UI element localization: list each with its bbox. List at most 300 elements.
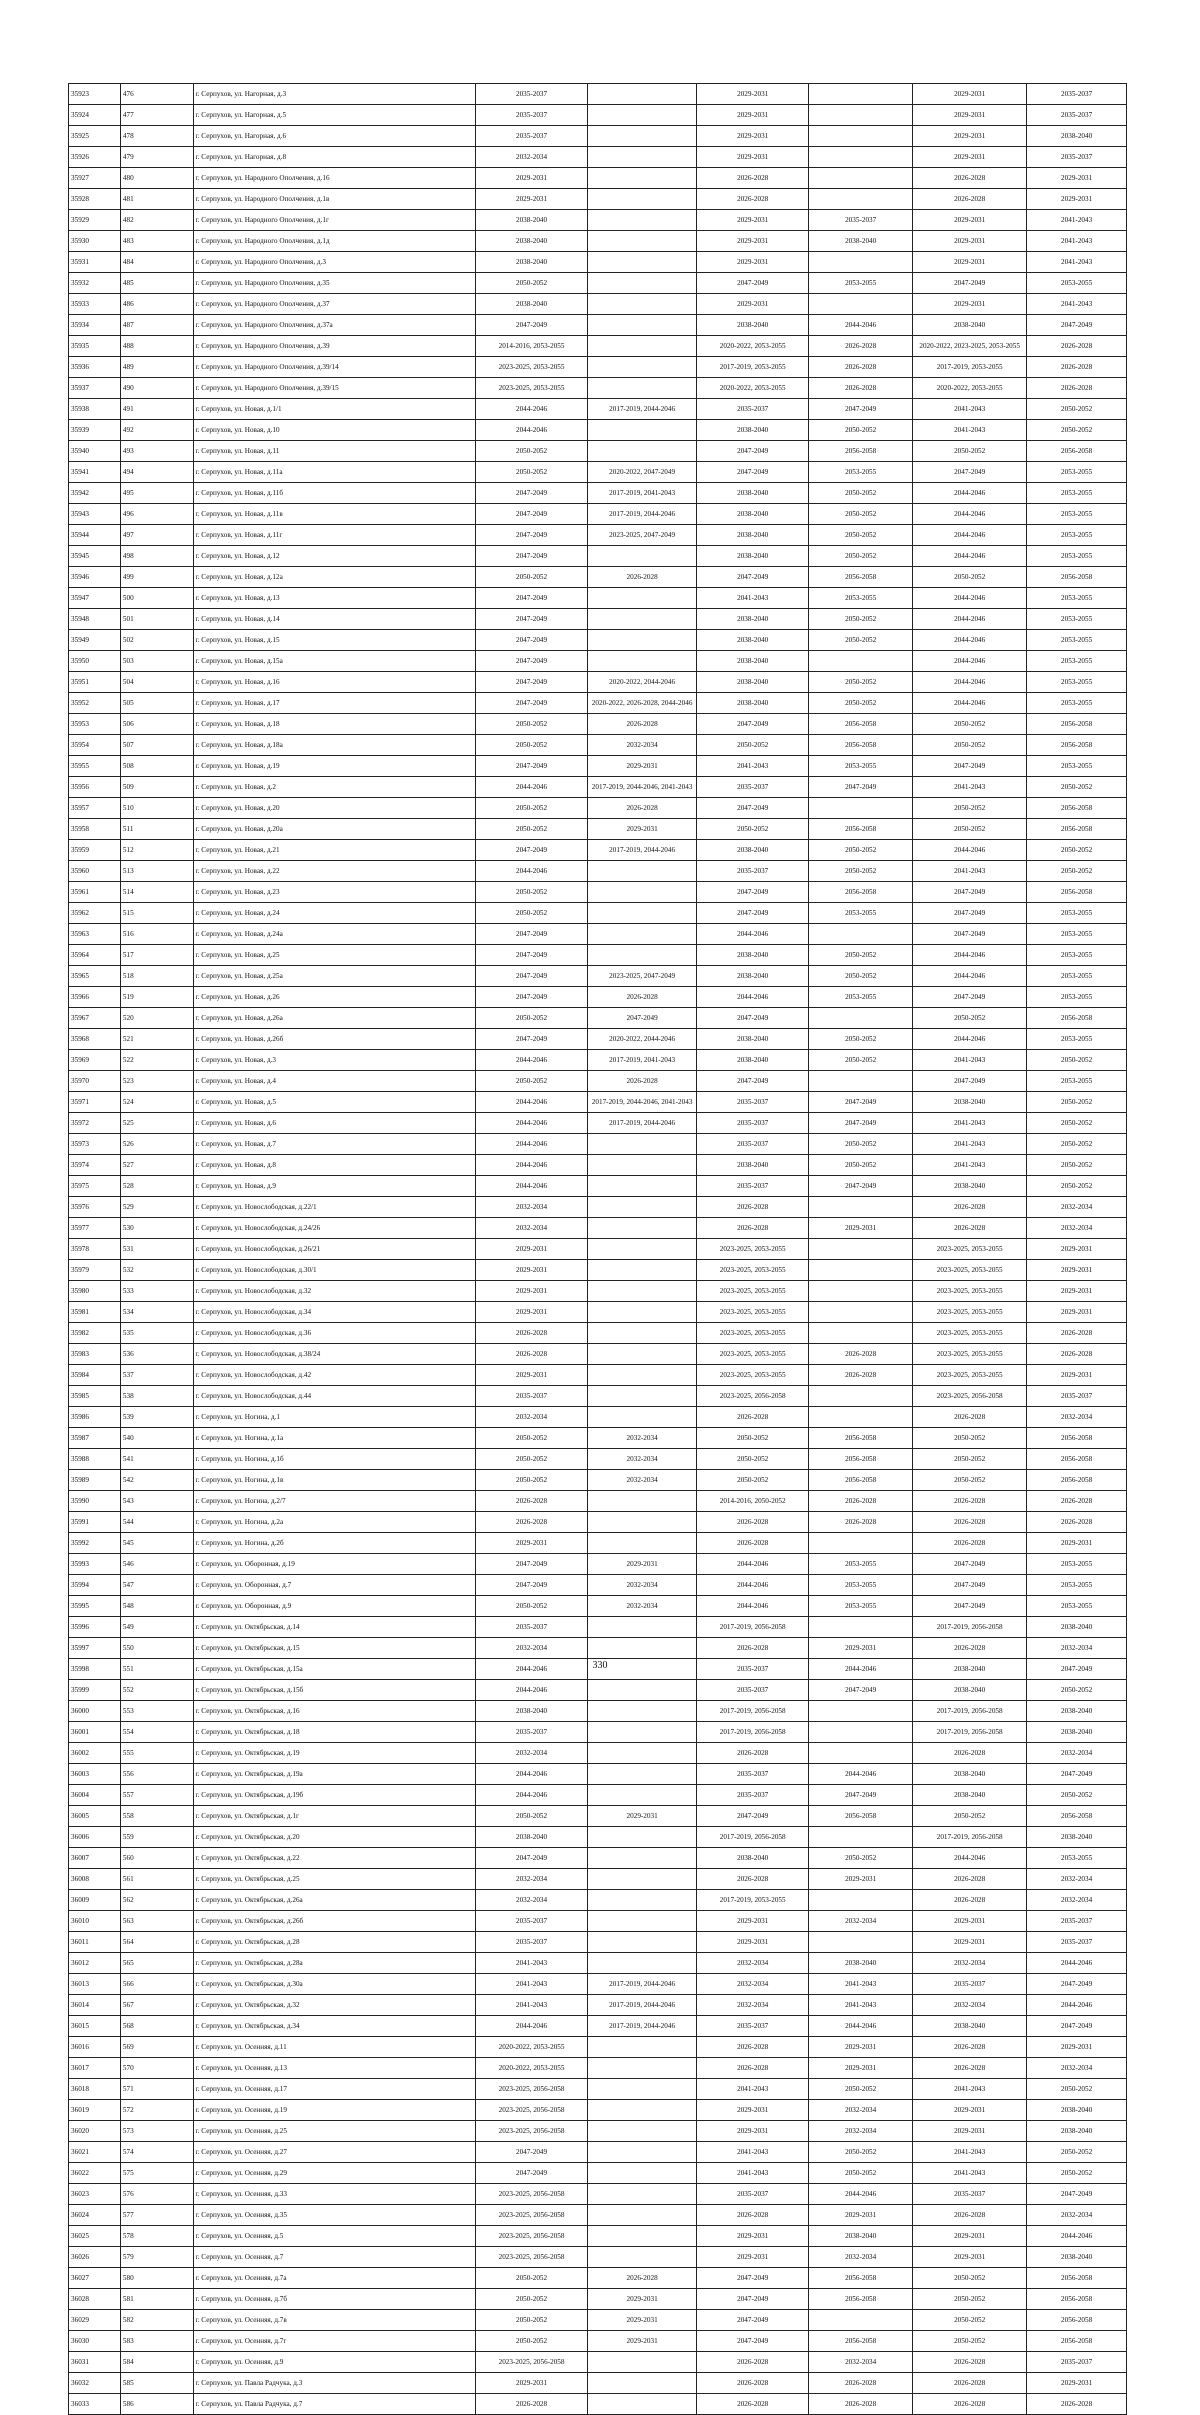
table-row [69,2142,1127,2163]
cell-c3: 2047-2049 [697,2331,809,2352]
cell-c6: 2053-2055 [1027,483,1127,504]
cell-c1: 2035-2037 [475,84,587,105]
cell-num: 571 [120,2079,193,2100]
cell-address: г. Серпухов, ул. Осенняя, д.11 [193,2037,475,2058]
cell-num: 479 [120,147,193,168]
cell-id: 36018 [69,2079,121,2100]
cell-id: 35931 [69,252,121,273]
cell-c3: 2035-2037 [697,861,809,882]
cell-c4: 2050-2052 [809,1050,913,1071]
cell-c1: 2050-2052 [475,1470,587,1491]
cell-c1: 2032-2034 [475,1407,587,1428]
table-row [69,1911,1127,1932]
cell-id: 36015 [69,2016,121,2037]
table-row [69,2352,1127,2373]
cell-c5: 2026-2028 [913,2394,1027,2415]
cell-num: 537 [120,1365,193,1386]
table-row [69,1134,1127,1155]
cell-c1: 2047-2049 [475,2163,587,2184]
cell-c3: 2029-2031 [697,210,809,231]
cell-c3: 2029-2031 [697,231,809,252]
cell-c6: 2050-2052 [1027,2079,1127,2100]
cell-c2: 2029-2031 [588,1554,697,1575]
cell-c3: 2044-2046 [697,1575,809,1596]
cell-address: г. Серпухов, ул. Октябрьская, д.32 [193,1995,475,2016]
table-row [69,735,1127,756]
cell-c6: 2032-2034 [1027,2058,1127,2079]
cell-address: г. Серпухов, ул. Осенняя, д.7 [193,2247,475,2268]
cell-c4: 2050-2052 [809,672,913,693]
cell-c5: 2029-2031 [913,84,1027,105]
cell-c4 [809,1932,913,1953]
cell-c4: 2050-2052 [809,693,913,714]
cell-c6: 2047-2049 [1027,315,1127,336]
cell-num: 485 [120,273,193,294]
cell-address: г. Серпухов, ул. Новая, д.15 [193,630,475,651]
cell-address: г. Серпухов, ул. Ногина, д.2б [193,1533,475,1554]
cell-c6: 2047-2049 [1027,2184,1127,2205]
cell-c6: 2029-2031 [1027,1239,1127,1260]
cell-num: 542 [120,1470,193,1491]
cell-c2 [588,441,697,462]
cell-c5: 2044-2046 [913,966,1027,987]
cell-c6: 2029-2031 [1027,168,1127,189]
table-row [69,441,1127,462]
table-row [69,1953,1127,1974]
cell-id: 36017 [69,2058,121,2079]
cell-num: 526 [120,1134,193,1155]
cell-c1: 2050-2052 [475,1806,587,1827]
cell-c2: 2017-2019, 2044-2046 [588,1974,697,1995]
cell-c4: 2056-2058 [809,1806,913,1827]
cell-address: г. Серпухов, ул. Новая, д.4 [193,1071,475,1092]
cell-id: 36026 [69,2247,121,2268]
table-row [69,651,1127,672]
cell-c4 [809,294,913,315]
cell-c1: 2044-2046 [475,420,587,441]
cell-c1: 2047-2049 [475,651,587,672]
cell-num: 508 [120,756,193,777]
cell-c6: 2038-2040 [1027,2100,1127,2121]
cell-address: г. Серпухов, ул. Осенняя, д.27 [193,2142,475,2163]
cell-address: г. Серпухов, ул. Новая, д.2 [193,777,475,798]
cell-id: 36028 [69,2289,121,2310]
cell-num: 536 [120,1344,193,1365]
cell-c6: 2035-2037 [1027,2352,1127,2373]
cell-c3: 2029-2031 [697,1911,809,1932]
cell-num: 561 [120,1869,193,1890]
cell-c1: 2044-2046 [475,777,587,798]
cell-c4: 2026-2028 [809,2394,913,2415]
cell-id: 35996 [69,1617,121,1638]
cell-c3: 2035-2037 [697,777,809,798]
cell-c5: 2032-2034 [913,1995,1027,2016]
cell-address: г. Серпухов, ул. Новая, д.1/1 [193,399,475,420]
cell-c4 [809,1533,913,1554]
cell-c4: 2056-2058 [809,567,913,588]
cell-c1: 2032-2034 [475,1869,587,1890]
cell-c5: 2017-2019, 2056-2058 [913,1827,1027,1848]
cell-c5: 2023-2025, 2053-2055 [913,1239,1027,1260]
cell-c4: 2029-2031 [809,1638,913,1659]
cell-num: 572 [120,2100,193,2121]
cell-address: г. Серпухов, ул. Новая, д.11а [193,462,475,483]
cell-address: г. Серпухов, ул. Октябрьская, д.1г [193,1806,475,1827]
cell-address: г. Серпухов, ул. Осенняя, д.17 [193,2079,475,2100]
table-row [69,252,1127,273]
cell-address: г. Серпухов, ул. Новая, д.6 [193,1113,475,1134]
cell-c5: 2026-2028 [913,1218,1027,1239]
cell-num: 509 [120,777,193,798]
cell-c6: 2026-2028 [1027,1344,1127,1365]
cell-c1: 2047-2049 [475,315,587,336]
cell-c5: 2017-2019, 2056-2058 [913,1701,1027,1722]
cell-num: 477 [120,105,193,126]
cell-c5: 2044-2046 [913,630,1027,651]
cell-c4 [809,924,913,945]
cell-c5: 2023-2025, 2053-2055 [913,1365,1027,1386]
cell-c4: 2050-2052 [809,420,913,441]
table-row [69,504,1127,525]
cell-c3: 2038-2040 [697,672,809,693]
table-row [69,1701,1127,1722]
cell-c6: 2050-2052 [1027,1113,1127,1134]
cell-id: 35953 [69,714,121,735]
cell-c3: 2026-2028 [697,168,809,189]
cell-id: 35938 [69,399,121,420]
cell-c1: 2050-2052 [475,2289,587,2310]
table-row [69,1428,1127,1449]
cell-c2 [588,147,697,168]
cell-c3: 2047-2049 [697,798,809,819]
cell-c1: 2047-2049 [475,588,587,609]
cell-c6: 2032-2034 [1027,1743,1127,1764]
cell-c1: 2050-2052 [475,2268,587,2289]
cell-c6: 2029-2031 [1027,1302,1127,1323]
cell-c6: 2053-2055 [1027,504,1127,525]
cell-c3: 2026-2028 [697,1533,809,1554]
cell-c2: 2017-2019, 2044-2046 [588,840,697,861]
cell-c2: 2017-2019, 2044-2046 [588,504,697,525]
cell-c1: 2047-2049 [475,1575,587,1596]
cell-num: 547 [120,1575,193,1596]
cell-c3: 2035-2037 [697,1113,809,1134]
cell-address: г. Серпухов, ул. Новая, д.18а [193,735,475,756]
table-row [69,273,1127,294]
cell-c6: 2056-2058 [1027,819,1127,840]
cell-c6: 2035-2037 [1027,1911,1127,1932]
cell-c5: 2026-2028 [913,1491,1027,1512]
cell-c5: 2023-2025, 2053-2055 [913,1344,1027,1365]
cell-address: г. Серпухов, ул. Новослободская, д.38/24 [193,1344,475,1365]
cell-num: 556 [120,1764,193,1785]
cell-num: 521 [120,1029,193,1050]
cell-c4: 2053-2055 [809,273,913,294]
cell-c4 [809,1617,913,1638]
cell-c6: 2056-2058 [1027,2268,1127,2289]
cell-c3: 2041-2043 [697,2142,809,2163]
cell-c1: 2044-2046 [475,1092,587,1113]
cell-num: 481 [120,189,193,210]
cell-c2 [588,1869,697,1890]
cell-c2: 2032-2034 [588,735,697,756]
cell-c3: 2038-2040 [697,630,809,651]
cell-c4 [809,2310,913,2331]
table-row [69,2205,1127,2226]
cell-c2 [588,2163,697,2184]
cell-c3: 2047-2049 [697,2310,809,2331]
cell-c3: 2026-2028 [697,1512,809,1533]
cell-c6: 2038-2040 [1027,1617,1127,1638]
cell-c2 [588,1827,697,1848]
cell-c2 [588,1218,697,1239]
cell-address: г. Серпухов, ул. Ногина, д.2а [193,1512,475,1533]
cell-id: 35928 [69,189,121,210]
cell-c4: 2056-2058 [809,2268,913,2289]
cell-c2: 2029-2031 [588,2331,697,2352]
cell-c5: 2029-2031 [913,210,1027,231]
cell-c2 [588,1155,697,1176]
cell-num: 576 [120,2184,193,2205]
table-row [69,1995,1127,2016]
cell-c6: 2050-2052 [1027,861,1127,882]
cell-c2 [588,2247,697,2268]
cell-address: г. Серпухов, ул. Осенняя, д.7в [193,2310,475,2331]
cell-c2 [588,273,697,294]
cell-c5: 2050-2052 [913,714,1027,735]
cell-id: 36029 [69,2310,121,2331]
cell-c4: 2044-2046 [809,1764,913,1785]
cell-c5: 2020-2022, 2053-2055 [913,378,1027,399]
cell-c6: 2029-2031 [1027,1533,1127,1554]
cell-c3: 2029-2031 [697,2247,809,2268]
cell-address: г. Серпухов, ул. Новая, д.26а [193,1008,475,1029]
cell-num: 585 [120,2373,193,2394]
cell-c1: 2044-2046 [475,1659,587,1680]
cell-address: г. Серпухов, ул. Оборонная, д.9 [193,1596,475,1617]
cell-num: 504 [120,672,193,693]
cell-id: 36025 [69,2226,121,2247]
cell-c2 [588,1260,697,1281]
cell-c5: 2026-2028 [913,168,1027,189]
cell-c3: 2041-2043 [697,588,809,609]
cell-num: 554 [120,1722,193,1743]
cell-c1: 2023-2025, 2053-2055 [475,378,587,399]
cell-c2: 2023-2025, 2047-2049 [588,966,697,987]
cell-c2 [588,1176,697,1197]
table-row [69,2226,1127,2247]
cell-c1: 2050-2052 [475,903,587,924]
table-row [69,2058,1127,2079]
cell-num: 510 [120,798,193,819]
table-row [69,378,1127,399]
cell-address: г. Серпухов, ул. Павла Радчука, д.7 [193,2394,475,2415]
cell-c2 [588,1281,697,1302]
cell-num: 552 [120,1680,193,1701]
cell-c1: 2050-2052 [475,714,587,735]
table-row [69,2037,1127,2058]
table-row [69,1932,1127,1953]
cell-c4 [809,189,913,210]
cell-c5: 2038-2040 [913,1092,1027,1113]
cell-id: 35959 [69,840,121,861]
cell-c5: 2029-2031 [913,2247,1027,2268]
cell-address: г. Серпухов, ул. Октябрьская, д.16 [193,1701,475,1722]
cell-c6: 2056-2058 [1027,567,1127,588]
cell-address: г. Серпухов, ул. Новослободская, д.24/26 [193,1218,475,1239]
cell-address: г. Серпухов, ул. Октябрьская, д.15 [193,1638,475,1659]
cell-num: 483 [120,231,193,252]
cell-address: г. Серпухов, ул. Октябрьская, д.26а [193,1890,475,1911]
cell-c5: 2047-2049 [913,987,1027,1008]
cell-c1: 2026-2028 [475,1491,587,1512]
cell-id: 36030 [69,2331,121,2352]
cell-c2 [588,231,697,252]
cell-num: 560 [120,1848,193,1869]
cell-c6: 2050-2052 [1027,1785,1127,1806]
cell-c3: 2050-2052 [697,819,809,840]
cell-c4: 2044-2046 [809,1659,913,1680]
cell-c3: 2041-2043 [697,2079,809,2100]
cell-c3: 2047-2049 [697,567,809,588]
table-row [69,1197,1127,1218]
table-row [69,483,1127,504]
table-row [69,1533,1127,1554]
cell-c2: 2020-2022, 2026-2028, 2044-2046 [588,693,697,714]
cell-c5: 2026-2028 [913,2373,1027,2394]
cell-c4 [809,1701,913,1722]
cell-num: 514 [120,882,193,903]
cell-id: 36023 [69,2184,121,2205]
table-row [69,1281,1127,1302]
cell-c4 [809,84,913,105]
cell-c2 [588,861,697,882]
cell-c5: 2041-2043 [913,2163,1027,2184]
table-row [69,1890,1127,1911]
cell-c1: 2041-2043 [475,1974,587,1995]
table-row [69,315,1127,336]
cell-c2: 2023-2025, 2047-2049 [588,525,697,546]
cell-num: 507 [120,735,193,756]
cell-c1: 2050-2052 [475,441,587,462]
cell-c6: 2026-2028 [1027,1512,1127,1533]
cell-address: г. Серпухов, ул. Новая, д.16 [193,672,475,693]
cell-c5: 2038-2040 [913,1764,1027,1785]
cell-c2: 2029-2031 [588,756,697,777]
cell-c3: 2047-2049 [697,714,809,735]
cell-c4: 2032-2034 [809,2121,913,2142]
cell-address: г. Серпухов, ул. Новослободская, д.32 [193,1281,475,1302]
cell-num: 506 [120,714,193,735]
cell-address: г. Серпухов, ул. Ногина, д.1 [193,1407,475,1428]
cell-c5: 2044-2046 [913,483,1027,504]
cell-num: 534 [120,1302,193,1323]
cell-c5: 2044-2046 [913,588,1027,609]
cell-id: 35936 [69,357,121,378]
cell-c5: 2041-2043 [913,2142,1027,2163]
cell-c4 [809,1260,913,1281]
cell-c6: 2056-2058 [1027,441,1127,462]
cell-c5: 2029-2031 [913,1932,1027,1953]
cell-c2 [588,105,697,126]
cell-c6: 2053-2055 [1027,525,1127,546]
cell-c2 [588,2121,697,2142]
cell-c4: 2056-2058 [809,1449,913,1470]
cell-c1: 2032-2034 [475,1890,587,1911]
cell-c2: 2032-2034 [588,1575,697,1596]
cell-c3: 2029-2031 [697,294,809,315]
cell-c4: 2056-2058 [809,819,913,840]
cell-c5: 2041-2043 [913,399,1027,420]
cell-c3: 2035-2037 [697,1659,809,1680]
cell-c4 [809,798,913,819]
cell-address: г. Серпухов, ул. Новая, д.5 [193,1092,475,1113]
cell-c6: 2041-2043 [1027,210,1127,231]
cell-id: 36013 [69,1974,121,1995]
cell-c4: 2038-2040 [809,231,913,252]
cell-c5: 2023-2025, 2053-2055 [913,1260,1027,1281]
cell-c6: 2041-2043 [1027,231,1127,252]
cell-id: 35929 [69,210,121,231]
cell-c5: 2029-2031 [913,252,1027,273]
cell-c6: 2056-2058 [1027,1008,1127,1029]
cell-address: г. Серпухов, ул. Новослободская, д.22/1 [193,1197,475,1218]
cell-id: 35997 [69,1638,121,1659]
table-row [69,1617,1127,1638]
cell-c4: 2050-2052 [809,840,913,861]
cell-c6: 2041-2043 [1027,294,1127,315]
table-row [69,1092,1127,1113]
cell-c2 [588,2142,697,2163]
cell-num: 513 [120,861,193,882]
cell-c5: 2050-2052 [913,1449,1027,1470]
cell-c6: 2056-2058 [1027,1806,1127,1827]
cell-c1: 2044-2046 [475,1680,587,1701]
cell-c6: 2038-2040 [1027,1722,1127,1743]
cell-address: г. Серпухов, ул. Народного Ополчения, д.1г [193,210,475,231]
cell-c6: 2032-2034 [1027,1869,1127,1890]
cell-c1: 2029-2031 [475,1533,587,1554]
table-row [69,420,1127,441]
cell-c5: 2050-2052 [913,2268,1027,2289]
cell-c1: 2029-2031 [475,1239,587,1260]
cell-c3: 2035-2037 [697,399,809,420]
cell-id: 35988 [69,1449,121,1470]
cell-c4: 2047-2049 [809,1785,913,1806]
cell-num: 583 [120,2331,193,2352]
cell-c4: 2050-2052 [809,546,913,567]
cell-id: 36022 [69,2163,121,2184]
cell-id: 35933 [69,294,121,315]
cell-c1: 2014-2016, 2053-2055 [475,336,587,357]
cell-c6: 2047-2049 [1027,1764,1127,1785]
cell-id: 35923 [69,84,121,105]
cell-address: г. Серпухов, ул. Новая, д.11г [193,525,475,546]
cell-c3: 2047-2049 [697,441,809,462]
cell-id: 35987 [69,1428,121,1449]
cell-c3: 2035-2037 [697,1176,809,1197]
cell-address: г. Серпухов, ул. Нагорная, д.6 [193,126,475,147]
cell-id: 35941 [69,462,121,483]
cell-c6: 2032-2034 [1027,1218,1127,1239]
table-row [69,840,1127,861]
cell-c1: 2032-2034 [475,1743,587,1764]
cell-c4 [809,1008,913,1029]
cell-id: 36024 [69,2205,121,2226]
cell-c1: 2029-2031 [475,2373,587,2394]
cell-c2 [588,1722,697,1743]
cell-c4: 2050-2052 [809,525,913,546]
